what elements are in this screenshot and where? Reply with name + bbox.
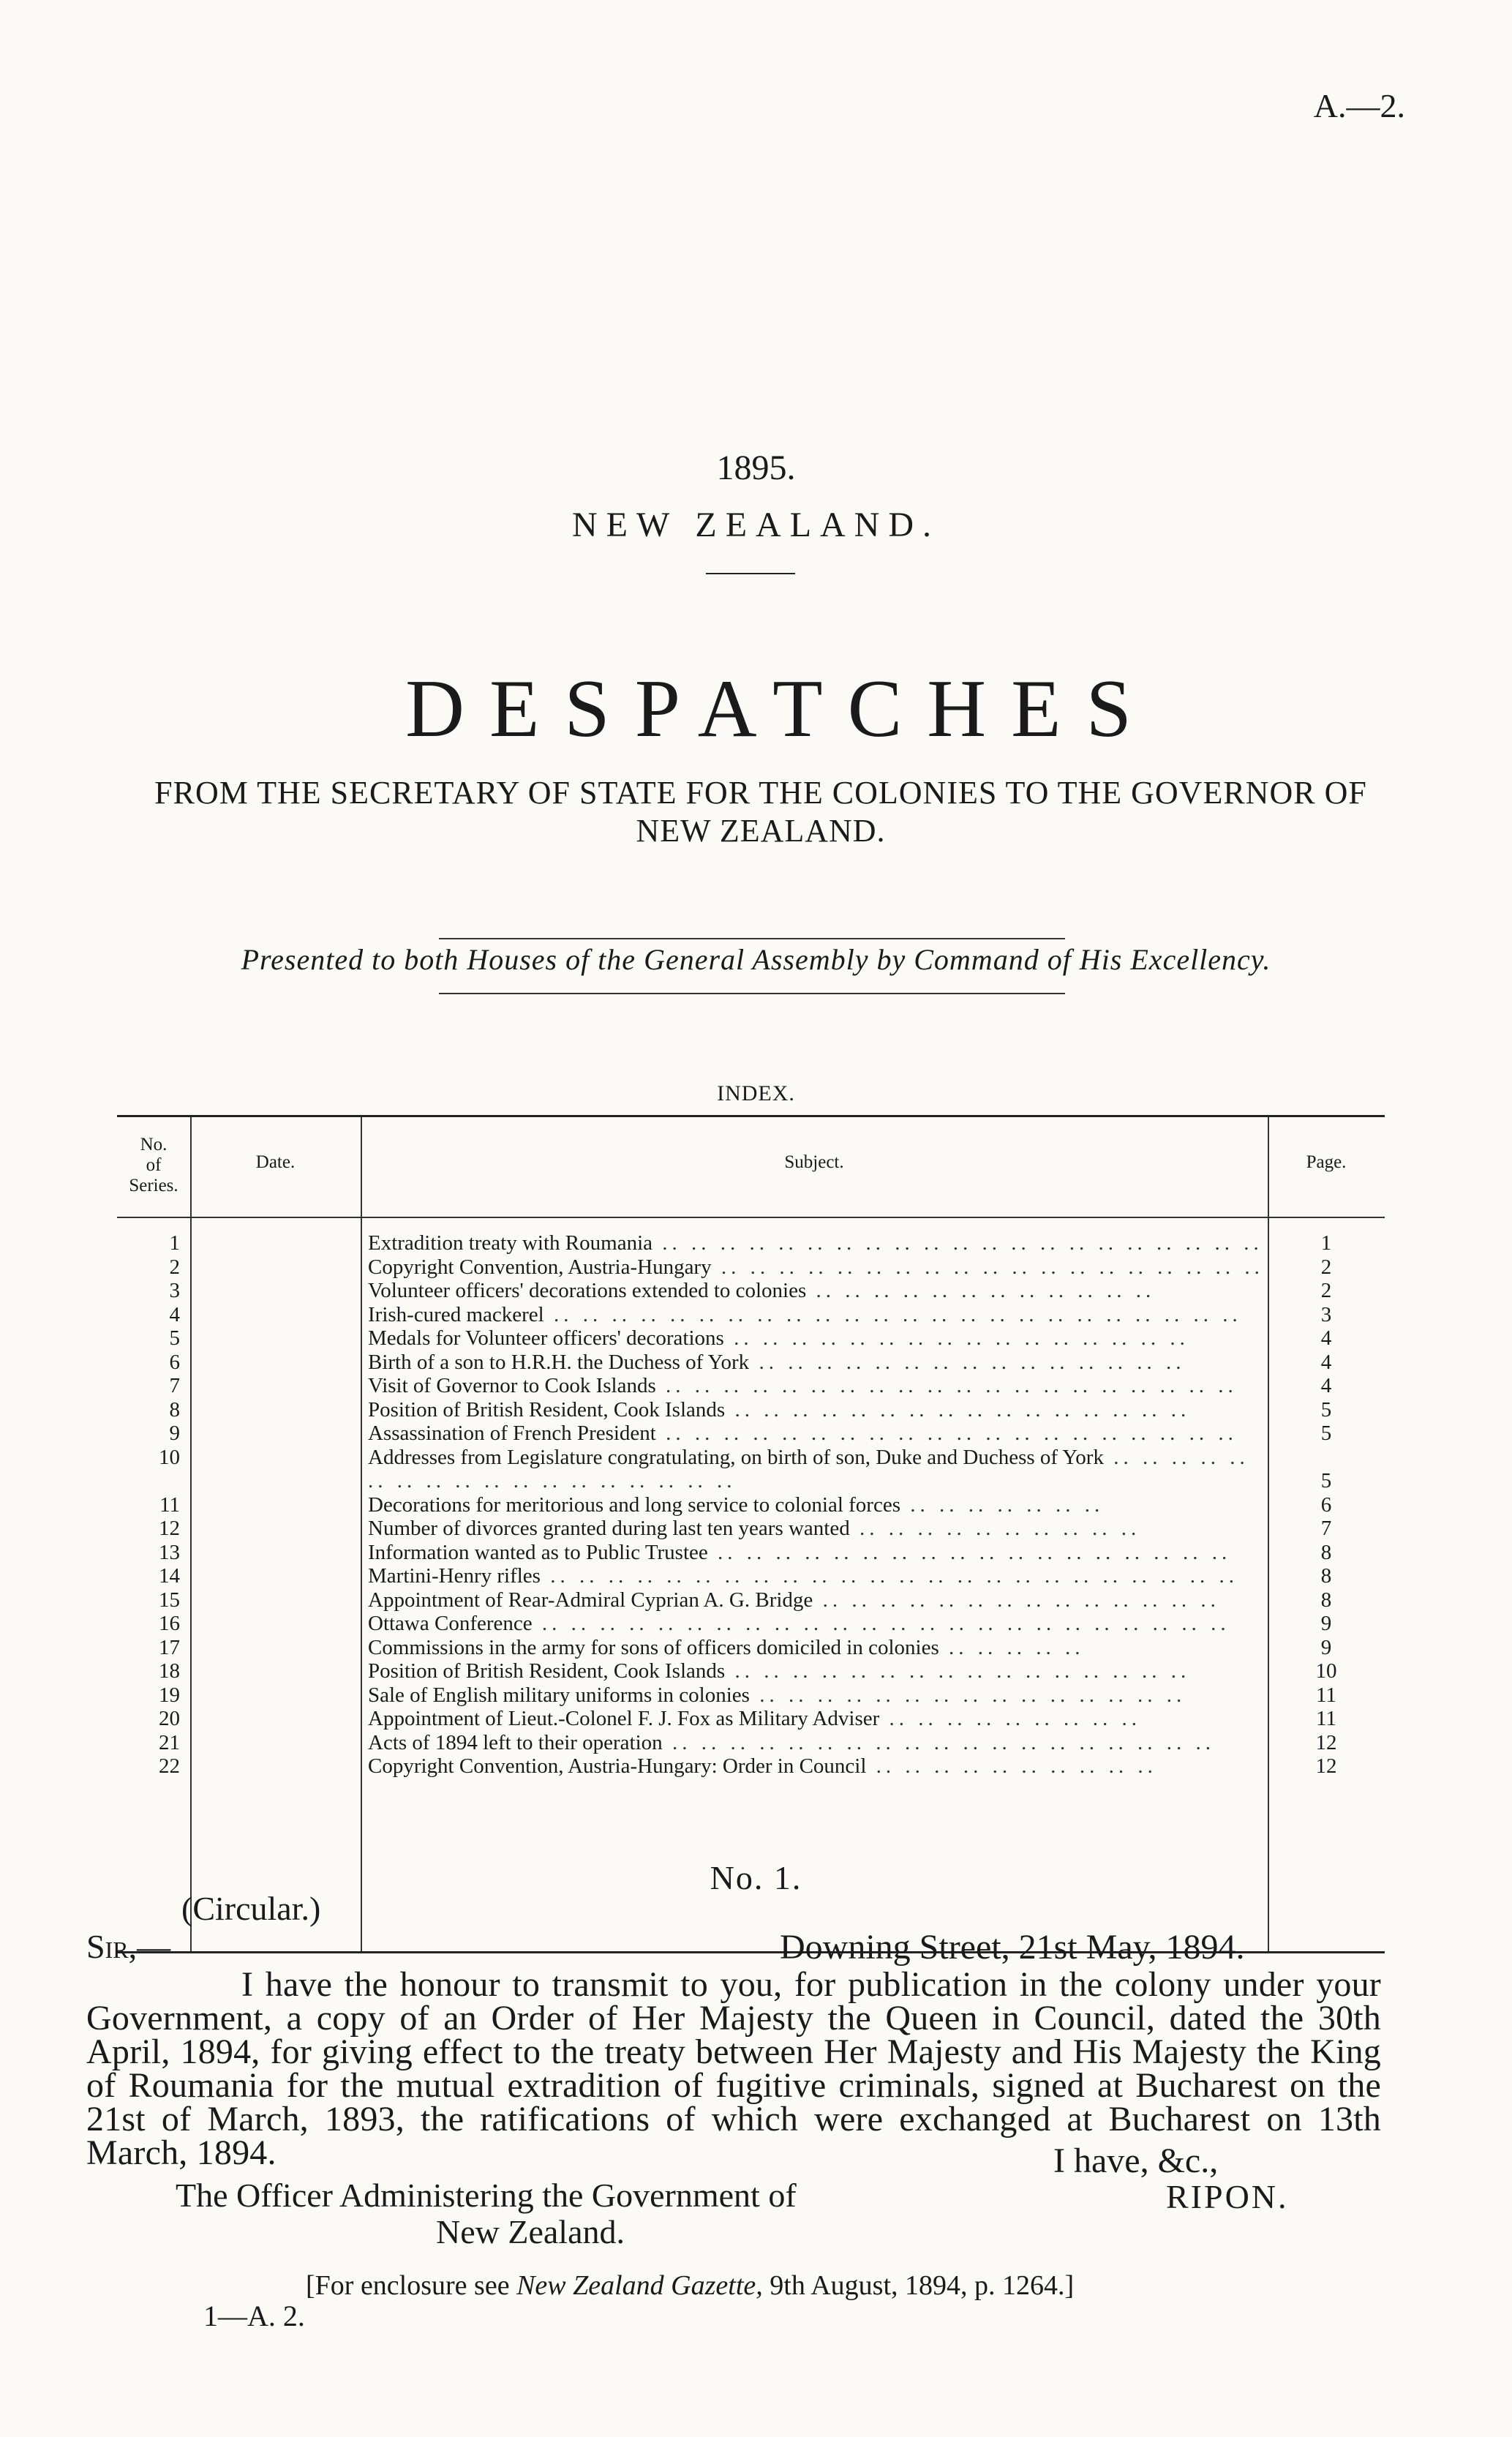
column-header-subject: Subject. bbox=[784, 1152, 844, 1172]
document-title: DESPATCHES bbox=[405, 664, 1156, 754]
presented-line: Presented to both Houses of the General Assembly by Command of His Excellency. bbox=[241, 943, 1271, 976]
subject-text: Information wanted as to Public Trustee bbox=[368, 1540, 708, 1564]
subject-cell bbox=[368, 1731, 1260, 1755]
leader-dots: .. .. .. .. .. .. .. bbox=[900, 1492, 1105, 1517]
series-number: 9 bbox=[169, 1422, 180, 1445]
page-number: 12 bbox=[1315, 1754, 1337, 1778]
series-number: 22 bbox=[159, 1754, 180, 1778]
index-row bbox=[117, 1231, 1385, 1255]
subject-text: Visit of Governor to Cook Islands bbox=[368, 1374, 656, 1397]
page-number: 8 bbox=[1320, 1564, 1332, 1588]
document-year: 1895. bbox=[716, 448, 796, 487]
subject-text: Addresses from Legislature congratulating, on birth of son, Duke and Duchess of York bbox=[368, 1445, 1104, 1469]
leader-dots: .. .. .. .. .. .. .. .. .. .. .. .. .. .. .. .. bbox=[723, 1326, 1189, 1350]
subject-cell bbox=[368, 1636, 1260, 1660]
page-number: 9 bbox=[1320, 1635, 1332, 1659]
index-row bbox=[117, 1636, 1385, 1660]
series-number: 1 bbox=[169, 1231, 180, 1255]
index-row bbox=[117, 1326, 1385, 1351]
subject-cell bbox=[368, 1659, 1260, 1683]
subject-text: Irish-cured mackerel bbox=[368, 1302, 544, 1326]
despatch-label: (Circular.) bbox=[181, 1890, 321, 1927]
index-row bbox=[117, 1374, 1385, 1398]
series-number: 13 bbox=[159, 1540, 180, 1564]
series-number: 19 bbox=[159, 1683, 180, 1707]
salutation: Sir,— bbox=[86, 1928, 171, 1965]
title-divider bbox=[706, 573, 795, 574]
column-header-no-line: No. bbox=[140, 1135, 168, 1154]
page-reference: A.—2. bbox=[1313, 87, 1405, 124]
subject-text: Copyright Convention, Austria-Hungary: Order in Council bbox=[368, 1754, 867, 1778]
leader-dots: .. .. .. .. .. .. .. .. .. .. .. .. .. .. .. .. .. .. .. .. .. bbox=[652, 1231, 1263, 1255]
index-rows bbox=[117, 1231, 1385, 1779]
subject-text: Position of British Resident, Cook Islands bbox=[368, 1397, 726, 1422]
enclosure-prefix: [For enclosure see bbox=[306, 2270, 510, 2301]
closing: I have, &c., bbox=[1053, 2141, 1219, 2180]
index-row bbox=[117, 1683, 1385, 1708]
leader-dots: .. .. .. .. .. .. .. .. .. .. .. .. .. .. .. .. .. .. .. .. .. .. .. .. bbox=[544, 1302, 1242, 1326]
despatch-number: No. 1. bbox=[710, 1859, 802, 1896]
leader-dots: .. .. .. .. .. .. .. .. .. .. .. .. .. .. bbox=[813, 1588, 1220, 1612]
series-number: 10 bbox=[159, 1445, 180, 1469]
subject-text: Extradition treaty with Roumania bbox=[368, 1231, 652, 1255]
document-subtitle: FROM THE SECRETARY OF STATE FOR THE COLONIES TO THE GOVERNOR OF NEW ZEALAND. bbox=[154, 775, 1367, 849]
leader-dots: .. .. .. .. .. .. .. .. .. .. bbox=[866, 1754, 1157, 1778]
page-number: 5 bbox=[1320, 1397, 1332, 1422]
page-number: 2 bbox=[1320, 1255, 1332, 1279]
page-number: 4 bbox=[1320, 1374, 1332, 1397]
index-row bbox=[117, 1398, 1385, 1422]
subject-cell bbox=[368, 1707, 1260, 1731]
series-number: 8 bbox=[169, 1397, 180, 1422]
page-number: 8 bbox=[1320, 1588, 1332, 1612]
series-number: 5 bbox=[169, 1326, 180, 1350]
leader-dots: .. .. .. .. .. .. .. .. .. .. .. .. .. .. .. bbox=[749, 1683, 1186, 1707]
index-row bbox=[117, 1255, 1385, 1280]
leader-dots: .. .. .. .. .. .. .. .. .. .. .. .. .. .. .. .. .. .. .. .. bbox=[655, 1422, 1238, 1445]
column-header-date: Date. bbox=[255, 1152, 296, 1172]
index-row bbox=[117, 1422, 1385, 1446]
series-number: 21 bbox=[159, 1730, 180, 1754]
subject-text: Medals for Volunteer officers' decorations bbox=[368, 1326, 724, 1350]
series-number: 6 bbox=[169, 1350, 180, 1374]
page-number: 12 bbox=[1315, 1730, 1337, 1754]
index-row bbox=[117, 1541, 1385, 1565]
page-number: 11 bbox=[1316, 1707, 1336, 1730]
subject-text: Sale of English military uniforms in colonies bbox=[368, 1683, 750, 1707]
series-number: 11 bbox=[159, 1492, 180, 1517]
subject-text: Appointment of Rear-Admiral Cyprian A. G. Bridge bbox=[368, 1588, 813, 1612]
subject-cell bbox=[368, 1351, 1260, 1375]
subject-cell bbox=[368, 1683, 1260, 1708]
index-row bbox=[117, 1612, 1385, 1636]
column-header-no-line: of bbox=[146, 1155, 162, 1175]
subject-cell bbox=[368, 1231, 1263, 1255]
subject-cell bbox=[368, 1255, 1264, 1280]
despatch-body: I have the honour to transmit to you, for publication in the colony under your Government, a copy of an Order of Her Majesty the Queen in Council, dated the 30th April, 1894, for giving effect to the treaty between Her Majesty and His Majesty the King of Roumania for the mutual extradition of fugitive criminals, signed at Bucharest on the 21st of March, 1893, the ratifications of which were exchanged at Bucharest on 13th March, 1894. bbox=[86, 1965, 1381, 2172]
page-number: 5 bbox=[1320, 1469, 1332, 1492]
subject-cell bbox=[368, 1493, 1260, 1517]
index-row bbox=[117, 1588, 1385, 1612]
leader-dots: .. .. .. .. .. .. .. .. .. .. .. .. .. .. .. .. bbox=[725, 1659, 1191, 1683]
index-row bbox=[117, 1493, 1385, 1517]
leader-dots: .. .. .. .. .. bbox=[939, 1635, 1085, 1659]
leader-dots: .. .. .. .. .. .. .. .. .. .. .. .. .. .. .. .. .. .. bbox=[368, 1445, 1249, 1492]
subject-text: Volunteer officers' decorations extended to colonies bbox=[368, 1279, 807, 1302]
leader-dots: .. .. .. .. .. .. .. .. .. bbox=[879, 1707, 1142, 1730]
index-row bbox=[117, 1564, 1385, 1588]
recipient-line-1: The Officer Administering the Government of bbox=[176, 2177, 797, 2214]
index-row bbox=[117, 1446, 1385, 1493]
page-number: 5 bbox=[1320, 1422, 1332, 1445]
page-number: 2 bbox=[1320, 1279, 1332, 1302]
folio-mark: 1—A. 2. bbox=[203, 2299, 305, 2332]
index-row bbox=[117, 1731, 1385, 1755]
presented-rule-top bbox=[439, 938, 1065, 939]
enclosure-suffix: 9th August, 1894, p. 1264.] bbox=[770, 2270, 1075, 2301]
sender-address: Downing Street, 21st May, 1894. bbox=[780, 1928, 1245, 1967]
page-number: 11 bbox=[1316, 1683, 1336, 1707]
series-number: 2 bbox=[169, 1255, 180, 1279]
page-number: 1 bbox=[1320, 1231, 1332, 1255]
subject-text: Martini-Henry rifles bbox=[368, 1564, 541, 1588]
recipient bbox=[176, 2177, 797, 2250]
subject-cell bbox=[368, 1303, 1260, 1327]
index-row bbox=[117, 1303, 1385, 1327]
page-number: 9 bbox=[1320, 1612, 1332, 1635]
subject-cell bbox=[368, 1422, 1260, 1446]
series-number: 20 bbox=[159, 1707, 180, 1730]
subject-text: Commissions in the army for sons of officers domiciled in colonies bbox=[368, 1635, 939, 1659]
subject-cell bbox=[368, 1374, 1260, 1398]
leader-dots: .. .. .. .. .. .. .. .. .. .. .. .. bbox=[806, 1279, 1156, 1302]
series-number: 12 bbox=[159, 1517, 180, 1540]
presented-rule-bottom bbox=[439, 993, 1065, 994]
subject-text: Copyright Convention, Austria-Hungary bbox=[368, 1255, 712, 1279]
leader-dots: .. .. .. .. .. .. .. .. .. .. .. .. .. .. .. .. .. .. .. .. .. .. .. .. bbox=[532, 1612, 1230, 1635]
subject-cell bbox=[368, 1564, 1260, 1588]
series-number: 18 bbox=[159, 1659, 180, 1683]
subject-cell bbox=[368, 1541, 1260, 1565]
page-number: 8 bbox=[1320, 1540, 1332, 1564]
subject-cell bbox=[368, 1754, 1260, 1779]
subject-cell bbox=[368, 1588, 1260, 1612]
subject-cell bbox=[368, 1279, 1260, 1303]
header-divider bbox=[117, 1217, 1385, 1218]
index-row bbox=[117, 1707, 1385, 1731]
column-header-page: Page. bbox=[1306, 1152, 1347, 1172]
subject-cell bbox=[368, 1398, 1260, 1422]
subject-text: Ottawa Conference bbox=[368, 1612, 533, 1635]
series-number: 4 bbox=[169, 1302, 180, 1326]
leader-dots: .. .. .. .. .. .. .. .. .. .. .. .. .. .. .. .. .. .. .. bbox=[662, 1730, 1215, 1754]
leader-dots: .. .. .. .. .. .. .. .. .. .. .. .. .. .. .. .. .. .. .. .. .. .. .. .. bbox=[540, 1564, 1238, 1588]
series-number: 3 bbox=[169, 1279, 180, 1302]
leader-dots: .. .. .. .. .. .. .. .. .. .. .. .. .. .. .. .. bbox=[725, 1397, 1191, 1422]
column-header-no bbox=[117, 1135, 190, 1196]
page-number: 4 bbox=[1320, 1326, 1332, 1350]
leader-dots: .. .. .. .. .. .. .. .. .. .. .. .. .. .. .. bbox=[749, 1350, 1186, 1374]
subject-text: Number of divorces granted during last ten years wanted bbox=[368, 1517, 850, 1540]
index-heading: INDEX. bbox=[717, 1081, 795, 1105]
subject-text: Appointment of Lieut.-Colonel F. J. Fox as Military Adviser bbox=[368, 1707, 880, 1730]
index-row bbox=[117, 1351, 1385, 1375]
leader-dots: .. .. .. .. .. .. .. .. .. .. bbox=[849, 1517, 1141, 1540]
recipient-line-2: New Zealand. bbox=[436, 2213, 625, 2250]
leader-dots: .. .. .. .. .. .. .. .. .. .. .. .. .. .. .. .. .. .. .. bbox=[711, 1255, 1264, 1279]
index-table bbox=[117, 1115, 1385, 1953]
subject-cell bbox=[368, 1612, 1260, 1636]
page-number: 7 bbox=[1320, 1517, 1332, 1540]
page-number: 3 bbox=[1320, 1302, 1332, 1326]
index-row bbox=[117, 1659, 1385, 1683]
subject-text: Decorations for meritorious and long service to colonial forces bbox=[368, 1492, 900, 1517]
subject-cell bbox=[368, 1446, 1260, 1493]
page-number: 10 bbox=[1315, 1659, 1337, 1683]
page-number: 6 bbox=[1320, 1492, 1332, 1517]
index-row bbox=[117, 1279, 1385, 1303]
leader-dots: .. .. .. .. .. .. .. .. .. .. .. .. .. .. .. .. .. .. .. .. bbox=[655, 1374, 1238, 1397]
series-number: 7 bbox=[169, 1374, 180, 1397]
leader-dots: .. .. .. .. .. .. .. .. .. .. .. .. .. .. .. .. .. .. bbox=[707, 1540, 1232, 1564]
subject-cell bbox=[368, 1517, 1260, 1541]
subject-text: Assassination of French President bbox=[368, 1422, 656, 1445]
series-number: 17 bbox=[159, 1635, 180, 1659]
enclosure-source: New Zealand Gazette, bbox=[516, 2270, 763, 2301]
series-number: 16 bbox=[159, 1612, 180, 1635]
subject-cell bbox=[368, 1326, 1260, 1351]
column-header-no-line: Series. bbox=[129, 1176, 178, 1195]
page-number: 4 bbox=[1320, 1350, 1332, 1374]
subject-text: Birth of a son to H.R.H. the Duchess of York bbox=[368, 1350, 750, 1374]
subject-text: Position of British Resident, Cook Islands bbox=[368, 1659, 726, 1683]
series-number: 14 bbox=[159, 1564, 180, 1588]
signature: RIPON. bbox=[1166, 2178, 1289, 2215]
index-row bbox=[117, 1754, 1385, 1779]
index-row bbox=[117, 1517, 1385, 1541]
subject-text: Acts of 1894 left to their operation bbox=[368, 1730, 663, 1754]
country-heading: NEW ZEALAND. bbox=[571, 506, 941, 544]
enclosure-note bbox=[306, 2269, 1074, 2302]
series-number: 15 bbox=[159, 1588, 180, 1612]
